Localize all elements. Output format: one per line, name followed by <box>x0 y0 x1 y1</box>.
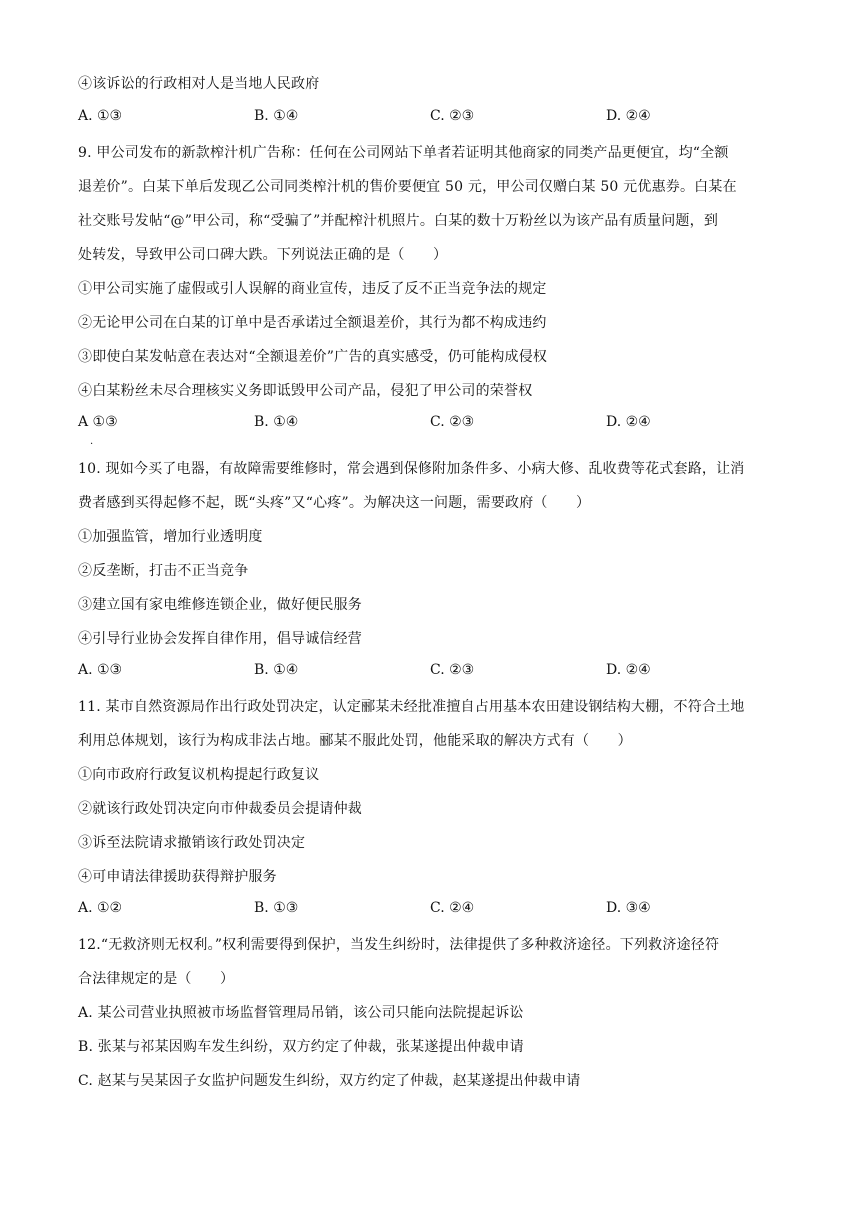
q10-statement-2: ②反垄断，打击不正当竞争 <box>78 563 249 579</box>
q10-statement-3: ③建立国有家电维修连锁企业，做好便民服务 <box>78 597 362 613</box>
q8-statement-4: ④该诉讼的行政相对人是当地人民政府 <box>78 76 320 92</box>
q12-option-b: B. 张某与祁某因购车发生纠纷，双方约定了仲裁，张某遂提出仲裁申请 <box>78 1039 524 1055</box>
q11-stem-line-1: 11. 某市自然资源局作出行政处罚决定，认定郦某未经批准擅自占用基本农田建设钢结构大棚，不符合土地 <box>78 699 745 715</box>
q11-option-d: D. ③④ <box>606 900 651 916</box>
q11-statement-3: ③诉至法院请求撤销该行政处罚决定 <box>78 835 306 851</box>
q9-option-a: A ①③ <box>78 414 118 430</box>
q9-statement-3: ③即使白某发帖意在表达对“全额退差价”广告的真实感受，仍可能构成侵权 <box>78 349 548 365</box>
q12-stem-line-1: 12.“无救济则无权利。”权利需要得到保护，当发生纠纷时，法律提供了多种救济途径。下列救济途径符 <box>78 937 720 953</box>
q8-option-d: D. ②④ <box>606 108 651 124</box>
q10-statement-1: ①加强监管，增加行业透明度 <box>78 529 263 545</box>
q9-stem-line-3: 社交账号发帖“@”甲公司，称“受骗了”并配榨汁机照片。白某的数十万粉丝以为该产品有质量问题，到 <box>78 213 719 229</box>
q11-option-b: B. ①③ <box>254 900 299 916</box>
q12-option-a: A. 某公司营业执照被市场监督管理局吊销，该公司只能向法院提起诉讼 <box>78 1005 524 1021</box>
q9-statement-2: ②无论甲公司在白某的订单中是否承诺过全额退差价，其行为都不构成违约 <box>78 315 547 331</box>
q9-stem-line-1: 9. 甲公司发布的新款榨汁机广告称：任何在公司网站下单者若证明其他商家的同类产品更便宜，均“全额 <box>78 145 729 161</box>
q11-option-a: A. ①② <box>78 900 123 916</box>
q10-stem-line-1: 10. 现如今买了电器，有故障需要维修时，常会遇到保修附加条件多、小病大修、乱收费等花式套路，让消 <box>78 461 745 477</box>
q11-statement-4: ④可申请法律援助获得辩护服务 <box>78 869 277 885</box>
q9-stem-line-4: 处转发，导致甲公司口碑大跌。下列说法正确的是（ ） <box>78 247 448 263</box>
q10-option-c: C. ②③ <box>430 662 475 678</box>
q11-stem-line-2: 利用总体规划，该行为构成非法占地。郦某不服此处罚，他能采取的解决方式有（ ） <box>78 733 632 749</box>
q10-option-d: D. ②④ <box>606 662 651 678</box>
q12-stem-line-2: 合法律规定的是（ ） <box>78 971 235 987</box>
q8-option-a: A. ①③ <box>78 108 123 124</box>
q12-option-c: C. 赵某与吴某因子女监护问题发生纠纷，双方约定了仲裁，赵某遂提出仲裁申请 <box>78 1073 581 1089</box>
q10-stem-line-2: 费者感到买得起修不起，既“头疼”又“心疼”。为解决这一问题，需要政府（ ） <box>78 495 591 511</box>
q9-statement-1: ①甲公司实施了虚假或引人误解的商业宣传，违反了反不正当竞争法的规定 <box>78 281 547 297</box>
q9-option-b: B. ①④ <box>254 414 299 430</box>
q10-statement-4: ④引导行业协会发挥自律作用，倡导诚信经营 <box>78 631 362 647</box>
q8-option-c: C. ②③ <box>430 108 475 124</box>
q9-option-d: D. ②④ <box>606 414 651 430</box>
q8-option-b: B. ①④ <box>254 108 299 124</box>
q11-statement-1: ①向市政府行政复议机构提起行政复议 <box>78 767 320 783</box>
q9-option-c: C. ②③ <box>430 414 475 430</box>
q11-statement-2: ②就该行政处罚决定向市仲裁委员会提请仲裁 <box>78 801 362 817</box>
q10-option-a: A. ①③ <box>78 662 123 678</box>
q9-stray-dot: . <box>90 436 94 447</box>
q11-option-c: C. ②④ <box>430 900 475 916</box>
q10-option-b: B. ①④ <box>254 662 299 678</box>
q9-stem-line-2: 退差价”。白某下单后发现乙公司同类榨汁机的售价要便宜 50 元，甲公司仅赠白某 50 元优惠券。白某在 <box>78 179 737 195</box>
q9-statement-4: ④白某粉丝未尽合理核实义务即诋毁甲公司产品，侵犯了甲公司的荣誉权 <box>78 383 533 399</box>
